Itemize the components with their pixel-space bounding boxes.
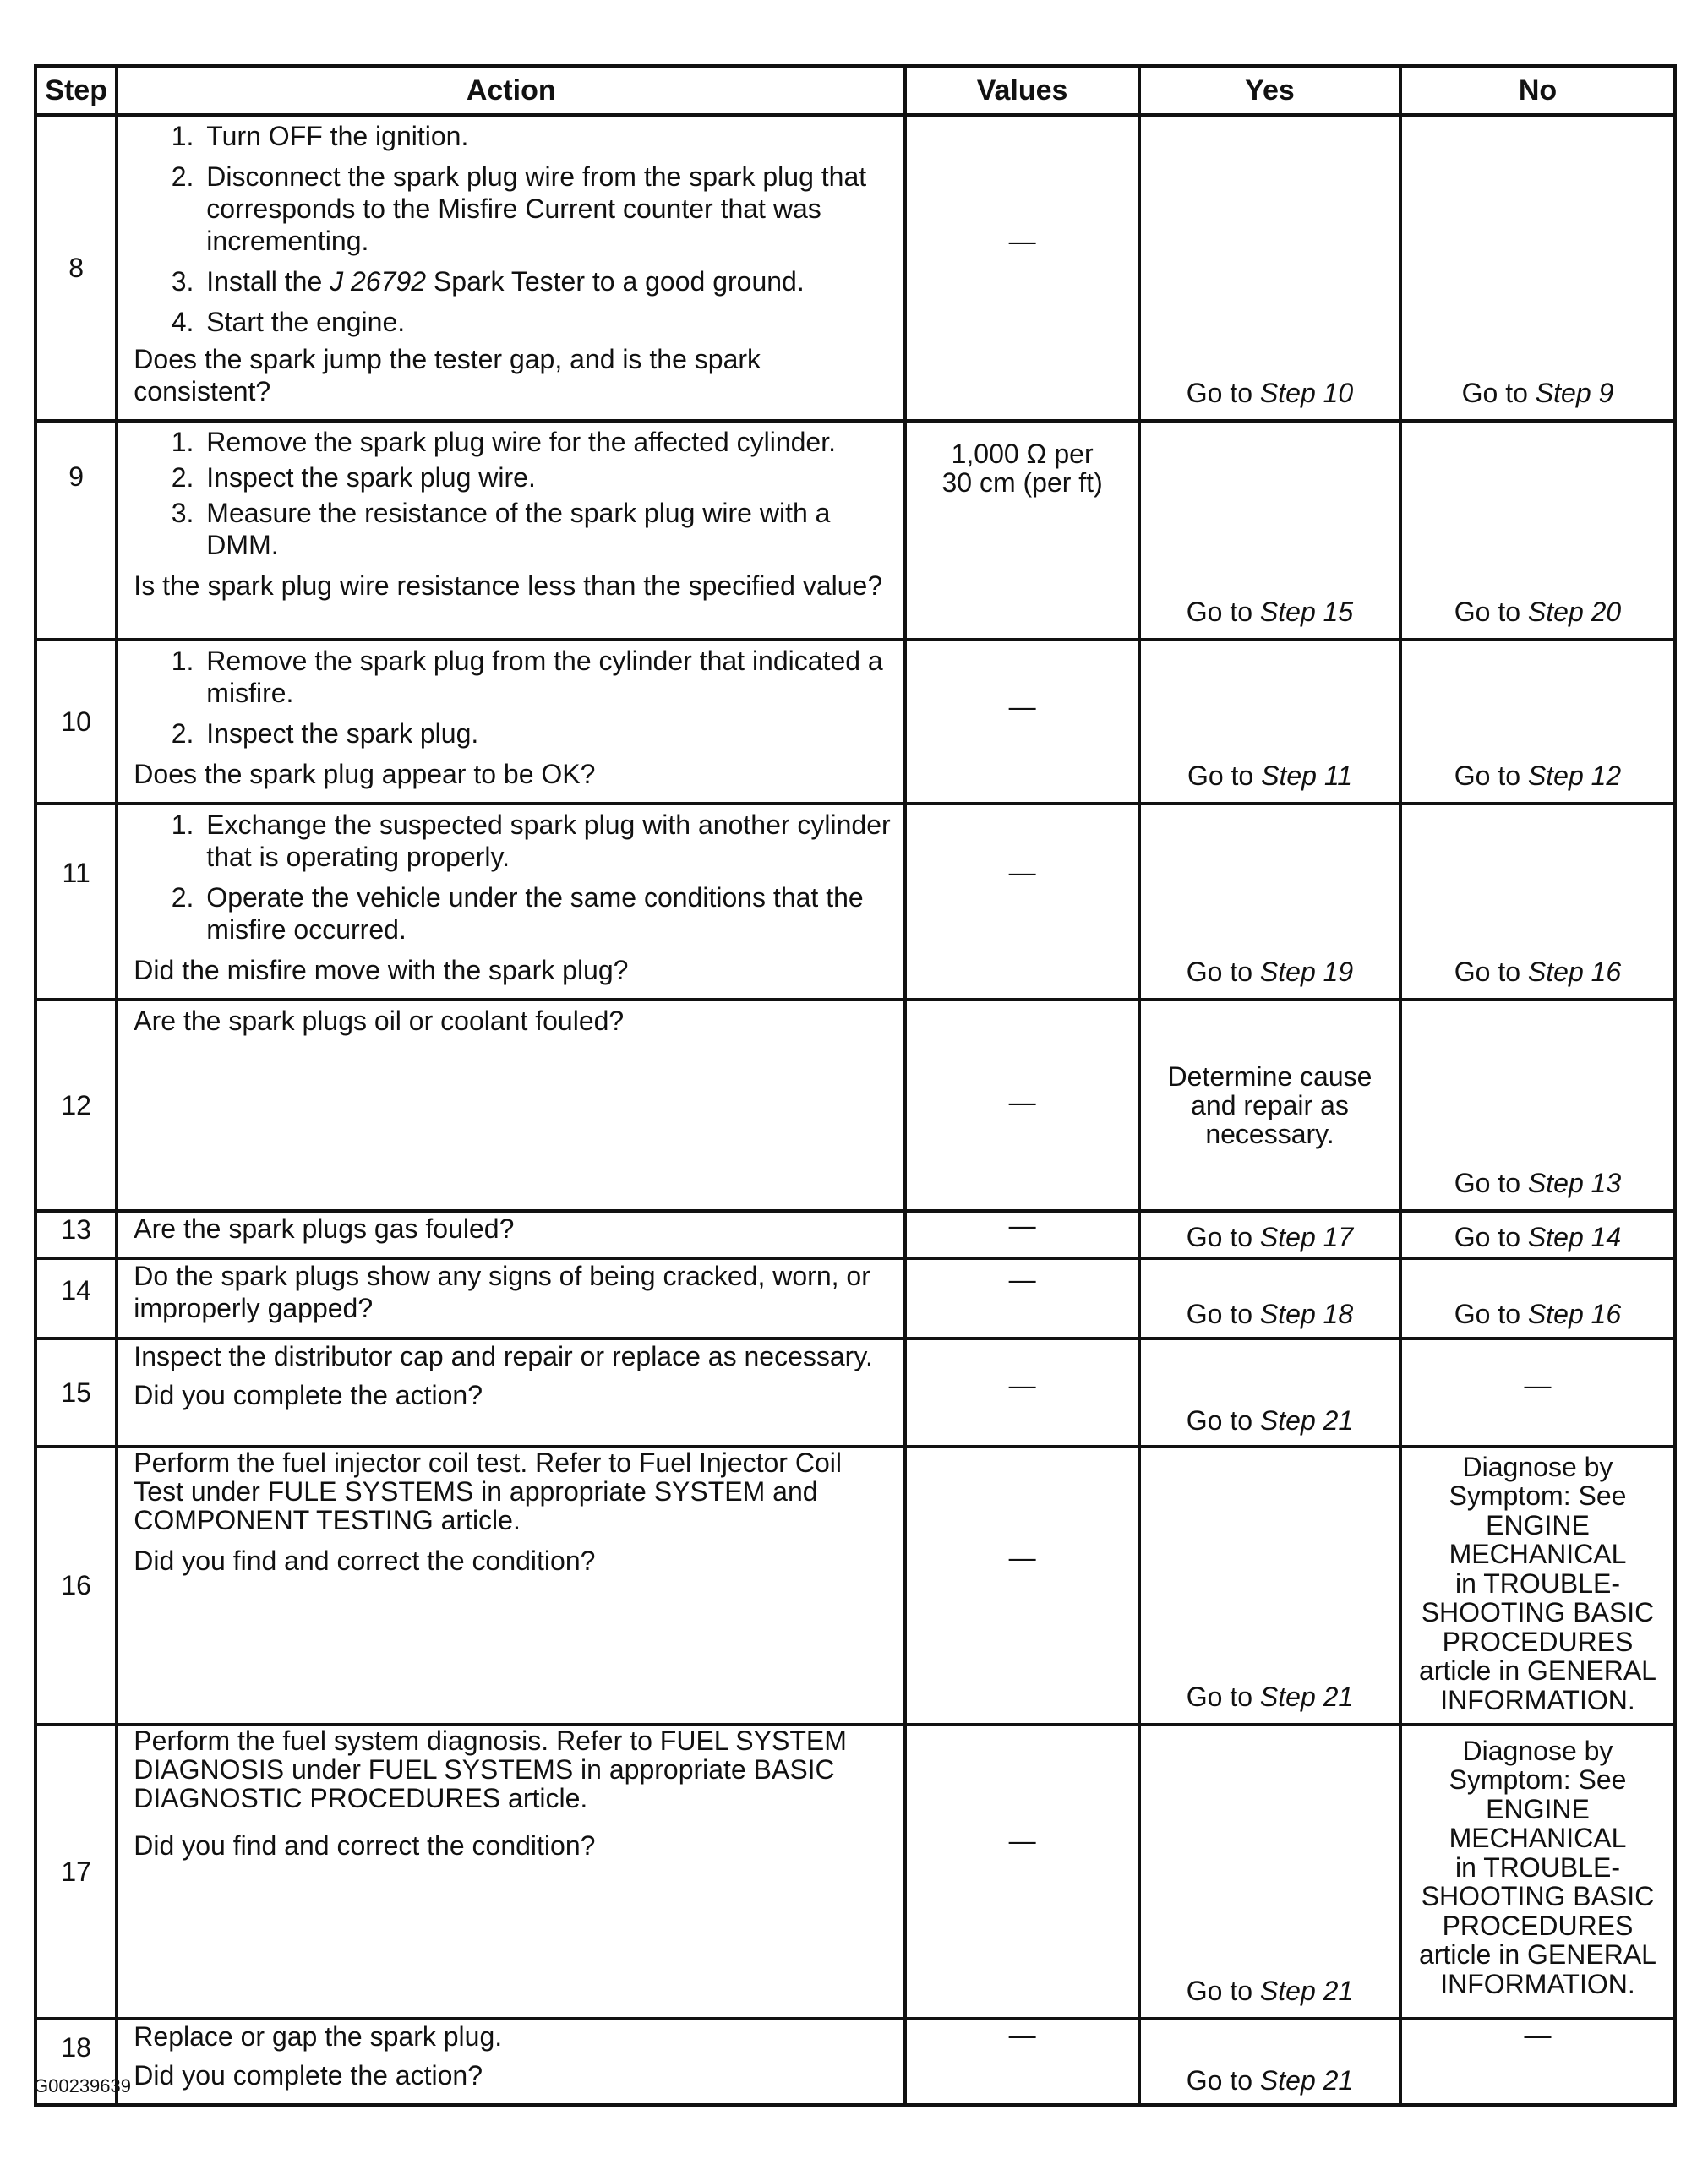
action-item: 3. Measure the resistance of the spark plug wire with a DMM.: [201, 497, 892, 561]
table-row: [35, 1211, 1675, 1258]
yes-cell: [1139, 1258, 1400, 1338]
no-text: Diagnose by Symptom: See ENGINE MECHANICAL in TROUBLE- SHOOTING BASIC PROCEDURES article in GENERAL INFORMATION.: [1418, 1451, 1656, 1715]
value-dash: —: [1008, 1087, 1036, 1117]
no-dash: —: [1524, 1370, 1552, 1400]
no-cell: [1400, 2019, 1675, 2105]
yes-goto: Go to Step 21: [1186, 1682, 1354, 1712]
table-row: [35, 1725, 1675, 2019]
value-dash: —: [1008, 1370, 1036, 1400]
yes-cell: [1139, 804, 1400, 1000]
yes-cell: [1139, 1725, 1400, 2019]
action-cell: [117, 1725, 905, 2019]
value-cell: [905, 115, 1139, 421]
action-text: Perform the fuel system diagnosis. Refer to FUEL SYSTEM DIAGNOSIS under FUEL SYSTEMS in appropriate BASIC DIAGNOSTIC PROCEDURES article.: [134, 1726, 847, 1813]
no-dash: —: [1524, 2020, 1552, 2050]
no-cell: [1400, 640, 1675, 804]
action-item: 2. Inspect the spark plug.: [201, 717, 892, 750]
value-cell: [905, 640, 1139, 804]
action-question: Is the spark plug wire resistance less than the specified value?: [134, 570, 883, 601]
step-number: 14: [35, 1258, 117, 1338]
table-row: [35, 1447, 1675, 1725]
value-cell: [905, 1338, 1139, 1447]
step-number: 10: [35, 640, 117, 804]
action-cell: [117, 1447, 905, 1725]
action-cell: [117, 1211, 905, 1258]
value-dash: —: [1008, 1542, 1036, 1573]
table-row: [35, 804, 1675, 1000]
value-dash: —: [1008, 1210, 1036, 1240]
action-question: Does the spark jump the tester gap, and is the spark consistent?: [134, 344, 761, 406]
action-cell: [117, 2019, 905, 2105]
no-cell: [1400, 1725, 1675, 2019]
value-cell: [905, 1000, 1139, 1211]
yes-goto: Go to Step 18: [1186, 1299, 1354, 1329]
value-dash: —: [1008, 1825, 1036, 1856]
value-cell: [905, 1725, 1139, 2019]
no-cell: [1400, 1338, 1675, 1447]
value-dash: —: [1008, 2020, 1036, 2050]
figure-id: G00239639: [34, 2075, 131, 2096]
yes-cell: [1139, 1000, 1400, 1211]
value-dash: —: [1008, 857, 1036, 887]
no-cell: [1400, 804, 1675, 1000]
step-number: 8: [35, 115, 117, 421]
step-number: 15: [35, 1338, 117, 1447]
value-cell: [905, 2019, 1139, 2105]
action-cell: [117, 115, 905, 421]
action-item: 1. Remove the spark plug from the cylinder that indicated a misfire.: [201, 645, 892, 709]
action-item: 4. Start the engine.: [201, 306, 892, 338]
yes-cell: [1139, 2019, 1400, 2105]
no-cell: [1400, 421, 1675, 640]
tool-number: J 26792: [330, 266, 427, 297]
no-goto: Go to Step 16: [1454, 957, 1622, 987]
value-dash: —: [1008, 691, 1036, 722]
action-question: Does the spark plug appear to be OK?: [134, 759, 596, 789]
yes-goto: Go to Step 11: [1187, 761, 1353, 791]
table-row: [35, 115, 1675, 421]
table-row: [35, 1338, 1675, 1447]
diagnostic-table: [34, 64, 1677, 2107]
no-cell: [1400, 1447, 1675, 1725]
action-item: 2. Disconnect the spark plug wire from the spark plug that corresponds to the Misfire Current counter that was incrementing.: [201, 161, 892, 257]
no-goto: Go to Step 9: [1461, 378, 1614, 408]
no-goto: Go to Step 16: [1454, 1299, 1622, 1329]
action-question: Did the misfire move with the spark plug?: [134, 955, 629, 985]
action-question: Do the spark plugs show any signs of being cracked, worn, or improperly gapped?: [134, 1261, 870, 1323]
step-number: 16: [35, 1447, 117, 1725]
action-cell: [117, 1000, 905, 1211]
action-text: Perform the fuel injector coil test. Refer to Fuel Injector Coil Test under FULE SYSTEMS in appropriate SYSTEM and COMPONENT TESTING article.: [134, 1448, 842, 1535]
no-goto: Go to Step 14: [1454, 1222, 1622, 1252]
table-row: [35, 1258, 1675, 1338]
no-goto: Go to Step 20: [1454, 597, 1622, 627]
yes-cell: [1139, 1447, 1400, 1725]
step-number: 18: [35, 2019, 117, 2105]
action-item: 3. Install the J 26792 Spark Tester to a good ground.: [201, 265, 892, 297]
no-cell: [1400, 1258, 1675, 1338]
action-item: 2. Operate the vehicle under the same conditions that the misfire occurred.: [201, 881, 892, 946]
step-number: 17: [35, 1725, 117, 2019]
header-action: Action: [117, 66, 905, 115]
value-cell: [905, 1211, 1139, 1258]
yes-cell: [1139, 640, 1400, 804]
yes-cell: [1139, 421, 1400, 640]
header-yes: Yes: [1139, 66, 1400, 115]
yes-goto: Go to Step 10: [1186, 378, 1354, 408]
action-question: Are the spark plugs gas fouled?: [134, 1213, 515, 1244]
action-question: Did you find and correct the condition?: [134, 1546, 596, 1576]
step-number: 12: [35, 1000, 117, 1211]
yes-goto: Go to Step 15: [1186, 597, 1354, 627]
action-cell: [117, 1338, 905, 1447]
action-question: Did you complete the action?: [134, 1380, 483, 1410]
value-text: 1,000 Ω per 30 cm (per ft): [941, 439, 1103, 498]
action-item: 2. Inspect the spark plug wire.: [201, 461, 892, 493]
no-cell: [1400, 1000, 1675, 1211]
value-cell: [905, 1447, 1139, 1725]
value-cell: [905, 421, 1139, 640]
no-goto: Go to Step 13: [1454, 1168, 1622, 1198]
action-question: Did you complete the action?: [134, 2060, 483, 2091]
action-cell: [117, 1258, 905, 1338]
action-item: 1. Exchange the suspected spark plug with another cylinder that is operating properly.: [201, 809, 892, 873]
value-cell: [905, 804, 1139, 1000]
yes-cell: [1139, 1338, 1400, 1447]
header-step: Step: [35, 66, 117, 115]
step-number: 11: [35, 804, 117, 1000]
yes-goto: Go to Step 17: [1186, 1222, 1354, 1252]
action-text: Inspect the distributor cap and repair or replace as necessary.: [134, 1341, 873, 1371]
value-cell: [905, 1258, 1139, 1338]
table-row: [35, 640, 1675, 804]
action-cell: [117, 421, 905, 640]
action-item: 1. Turn OFF the ignition.: [201, 120, 892, 152]
table-row: [35, 2019, 1675, 2105]
header-row: [35, 66, 1675, 115]
no-goto: Go to Step 12: [1454, 761, 1622, 791]
step-number: 9: [35, 421, 117, 640]
yes-text: Determine cause and repair as necessary.: [1167, 1061, 1372, 1149]
yes-goto: Go to Step 21: [1186, 1405, 1354, 1436]
no-cell: [1400, 115, 1675, 421]
action-question: Did you find and correct the condition?: [134, 1830, 596, 1861]
yes-goto: Go to Step 21: [1186, 2065, 1354, 2096]
header-no: No: [1400, 66, 1675, 115]
no-text: Diagnose by Symptom: See ENGINE MECHANICAL in TROUBLE- SHOOTING BASIC PROCEDURES article in GENERAL INFORMATION.: [1418, 1735, 1656, 1999]
table-row: [35, 421, 1675, 640]
header-values: Values: [905, 66, 1139, 115]
action-text: Replace or gap the spark plug.: [134, 2021, 503, 2052]
action-cell: [117, 804, 905, 1000]
action-item: 1. Remove the spark plug wire for the affected cylinder.: [201, 426, 892, 458]
yes-goto: Go to Step 19: [1186, 957, 1354, 987]
yes-cell: [1139, 1211, 1400, 1258]
action-cell: [117, 640, 905, 804]
yes-goto: Go to Step 21: [1186, 1976, 1354, 2006]
action-question: Are the spark plugs oil or coolant fouled?: [134, 1006, 625, 1036]
value-dash: —: [1008, 226, 1036, 256]
yes-cell: [1139, 115, 1400, 421]
table-row: [35, 1000, 1675, 1211]
step-number: 13: [35, 1211, 117, 1258]
no-cell: [1400, 1211, 1675, 1258]
value-dash: —: [1008, 1264, 1036, 1295]
